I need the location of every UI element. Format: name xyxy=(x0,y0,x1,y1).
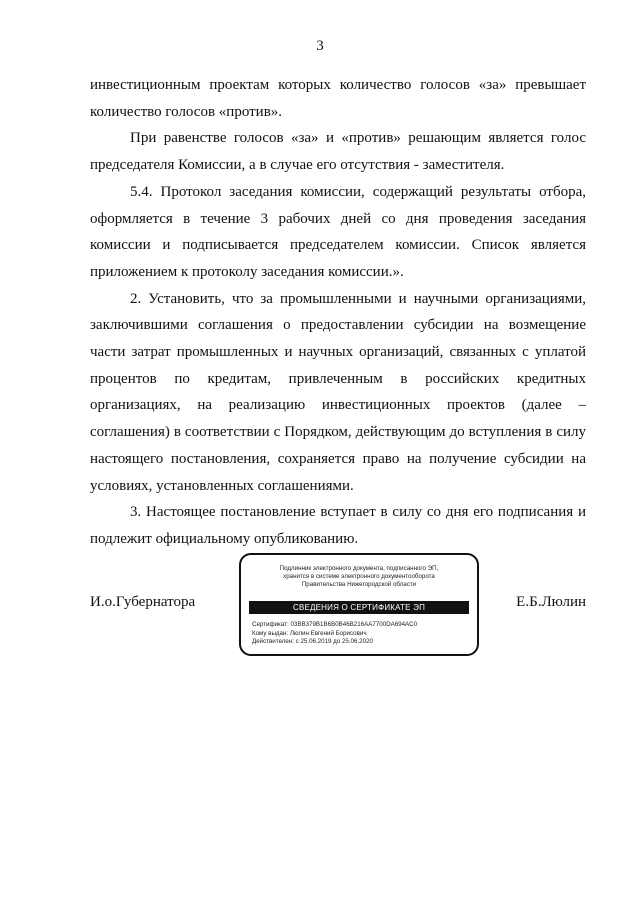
stamp-title-bar: СВЕДЕНИЯ О СЕРТИФИКАТЕ ЭП xyxy=(249,601,469,614)
electronic-signature-stamp xyxy=(239,553,479,656)
stamp-validity: Действителен: с 25.06.2019 до 25.06.2020 xyxy=(252,638,373,645)
stamp-certificate: Сертификат: 03BB379B1B6B0B46B216AA7700DA694AC0 xyxy=(252,621,418,628)
stamp-header-line: Правительства Нижегородской области xyxy=(301,581,417,588)
stamp-owner: Кому выдан: Люлин Евгений Борисович xyxy=(252,629,367,637)
paragraph-tie-vote: При равенстве голосов «за» и «против» решающим является голос председателя Комиссии, а в случае его отсутствия - заместителя. xyxy=(90,130,586,174)
stamp-header xyxy=(249,565,469,589)
document-body xyxy=(90,72,586,553)
stamp-header-line: Подлинник электронного документа, подписанного ЭП, xyxy=(279,565,439,572)
paragraph-5-4-protocol: 5.4. Протокол заседания комиссии, содержащий результаты отбора, оформляется в течение 3 рабочих дней со дня проведения заседания комиссии и подписывается председателем комиссии. Список является приложением к протоколу заседания комиссии.». xyxy=(90,183,586,280)
paragraph-2-agreements: 2. Установить, что за промышленными и научными организациями, заключившими соглашения о предоставлении субсидии на возмещение части затрат промышленных и научных организаций, связанных с уплатой процентов по кредитам, привлеченным в российских кредитных организациях, на реализацию инвестиционных проектов (далее – соглашения) в соответствии с Порядком, действующим до вступления в силу настоящего постановления, сохраняется право на получение субсидии на условиях, установленных соглашениями. xyxy=(90,290,586,494)
stamp-details xyxy=(252,621,469,647)
paragraph-3-effective-date: 3. Настоящее постановление вступает в силу со дня его подписания и подлежит официальному опубликованию. xyxy=(90,504,586,547)
page-number: 3 xyxy=(316,38,324,54)
paragraph-continuation: инвестиционным проектам которых количество голосов «за» превышает количество голосов «против». xyxy=(90,77,586,120)
signatory-name: Е.Б.Люлин xyxy=(516,594,586,610)
stamp-header-line: хранится в системе электронного документооборота xyxy=(283,573,435,580)
signatory-position: И.о.Губернатора xyxy=(90,594,196,610)
